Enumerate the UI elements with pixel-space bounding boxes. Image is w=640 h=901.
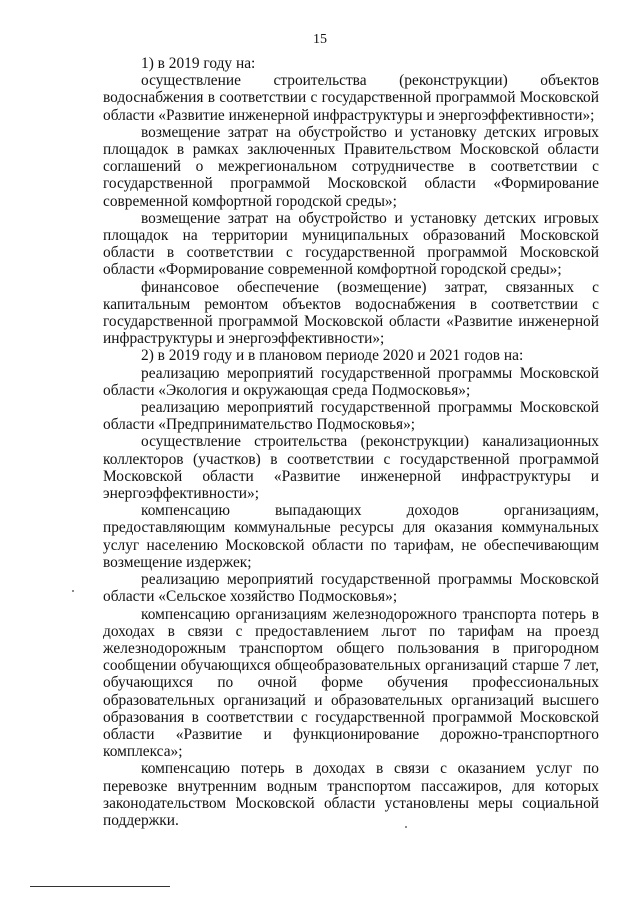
paragraph: реализацию мероприятий государственной программы Московской области «Предпринимательство Подмосковья»; <box>103 399 599 434</box>
paragraph: осуществление строительства (реконструкции) канализационных коллекторов (участков) в соответствии с государственной программой Московской области «Развитие инженерной инфраструктуры и энергоэффективности»; <box>103 433 599 503</box>
paragraph: компенсацию организациям железнодорожного транспорта потерь в доходах в связи с предоставлением льгот по тарифам на проезд железнодорожным транспортом общего пользования в пригородном сообщении обучающихся общеобразовательных организаций старше 7 лет, обучающихся по очной форме обучения профессиональных образовательных организаций и образовательных организаций высшего образования в соответствии с государственной программой Московской области «Развитие и функционирование дорожно-транспортного комплекса»; <box>103 605 599 761</box>
scan-speck <box>72 590 74 592</box>
paragraph: компенсацию выпадающих доходов организациям, предоставляющим коммунальные ресурсы для оказания коммунальных услуг населению Московской области по тарифам, не обеспечивающим возмещение издержек; <box>103 502 599 571</box>
paragraph: 2) в 2019 году и в плановом периоде 2020 и 2021 годов на: <box>141 347 524 365</box>
scan-speck <box>405 826 407 828</box>
footnote-separator <box>30 886 170 887</box>
paragraph: 1) в 2019 году на: <box>141 55 256 72</box>
paragraph: осуществление строительства (реконструкции) объектов водоснабжения в соответствии с государственной программой Московской области «Развитие инженерной инфраструктуры и энергоэффективности»; <box>103 72 599 124</box>
paragraph: возмещение затрат на обустройство и установку детских игровых площадок в рамках заключенных Правительством Московской области соглашений о межрегиональном сотрудничестве в соответствии с государственной программой Московской области «Формирование современной комфортной городской среды»; <box>103 123 599 210</box>
page-number: 15 <box>313 32 327 47</box>
paragraph: реализацию мероприятий государственной программы Московской области «Сельское хозяйство Подмосковья»; <box>103 571 599 606</box>
paragraph: компенсацию потерь в доходах в связи с оказанием услуг по перевозке внутренним водным транспортом пассажиров, для которых законодательством Московской области установлены меры социальной поддержки. <box>103 760 599 829</box>
paragraph: возмещение затрат на обустройство и установку детских игровых площадок на территории муниципальных образований Московской области в соответствии с государственной программой Московской области «Формирование современной комфортной городской среды»; <box>103 209 599 279</box>
paragraph: финансовое обеспечение (возмещение) затрат, связанных с капитальным ремонтом объектов водоснабжения в соответствии с государственной программой Московской области «Развитие инженерной инфраструктуры и энергоэффективности»; <box>103 278 599 348</box>
document-body <box>103 55 599 829</box>
paragraph: реализацию мероприятий государственной программы Московской области «Экология и окружающая среда Подмосковья»; <box>103 364 599 399</box>
